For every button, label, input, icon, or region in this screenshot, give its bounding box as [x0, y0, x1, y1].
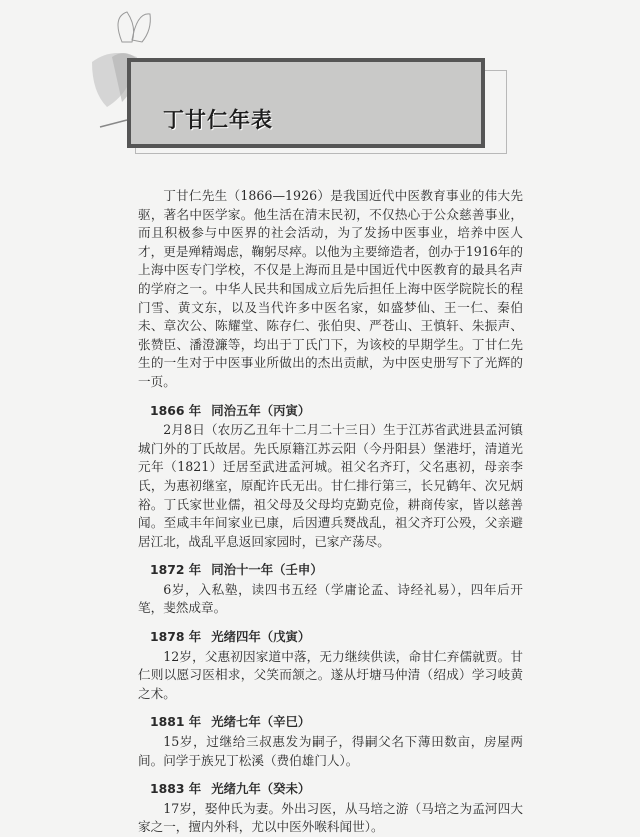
entry-heading [150, 628, 523, 647]
entry-text: 12岁，父惠初因家道中落，无力继续供读，命甘仁弃儒就贾。甘仁则以愿习医相求，父笑而颔之。遂从圩塘马仲清（绍成）学习岐黄之术。 [138, 648, 523, 701]
entry-1866 [138, 402, 523, 552]
chronology-content [138, 187, 523, 837]
entry-era: 光绪九年（癸未） [211, 781, 311, 797]
entry-1878 [138, 628, 523, 703]
entry-year: 1866 年 [150, 402, 202, 418]
entry-1883 [138, 780, 523, 837]
entry-1881 [138, 713, 523, 770]
entry-heading [150, 402, 523, 421]
title-banner [127, 58, 485, 148]
entry-era: 同治十一年（壬申） [211, 562, 323, 578]
entry-1872 [138, 561, 523, 618]
entry-heading [150, 780, 523, 799]
entry-year: 1881 年 [150, 714, 202, 730]
entry-heading [150, 713, 523, 732]
entry-year: 1878 年 [150, 629, 202, 645]
entry-year: 1883 年 [150, 781, 202, 797]
intro-paragraph: 丁甘仁先生（1866—1926）是我国近代中医教育事业的伟大先驱，著名中医学家。他生活在清末民初，不仅热心于公众慈善事业，而且积极参与中医界的社会活动，为了发扬中医事业，培养中医人才，更是殚精竭虑，鞠躬尽瘁。以他为主要缔造者，创办于1916年的上海中医专门学校，不仅是上海而且是中国近代中医教育的最具名声的学府之一。中华人民共和国成立后先后担任上海中医学院院长的程门雪、黄文东，以及当代许多中医名家，如盛梦仙、王一仁、秦伯未、章次公、陈耀堂、陈存仁、张伯臾、严苍山、王慎轩、朱振声、张赞臣、潘澄濂等，均出于丁氏门下，为该校的早期学生。丁甘仁先生的一生对于中医事业所做出的杰出贡献，为中医史册写下了光辉的一页。 [138, 188, 523, 389]
entry-text: 17岁，娶仲氏为妻。外出习医，从马培之游（马培之为孟河四大家之一，擅内外科，尤以中医外喉科闻世）。 [138, 800, 523, 835]
page-title: 丁甘仁年表 [163, 108, 273, 132]
entry-era: 光绪四年（戊寅） [211, 629, 311, 645]
entry-text: 6岁，入私塾，读四书五经（学庸论孟、诗经礼易），四年后开笔，斐然成章。 [138, 581, 523, 616]
entry-era: 同治五年（丙寅） [211, 402, 311, 418]
entry-era: 光绪七年（辛巳） [211, 714, 311, 730]
entry-text: 2月8日（农历乙丑年十二月二十三日）生于江苏省武进县孟河镇城门外的丁氏故居。先氏原籍江苏云阳（今丹阳县）堡港圩，清道光元年（1821）迁居至武进孟河城。祖父名齐玎，父名惠初，母亲李氏，为惠初继室，原配许氏无出。甘仁排行第三，长兄鹤年、次兄炳裕。丁氏家世业儒，祖父母及父母均克勤克俭，耕商传家，皆以慈善闻。至咸丰年间家业已康，后因遭兵燹战乱，祖父齐玎公殁，父亲避居江北，战乱平息返回家园时，已家产荡尽。 [138, 422, 523, 549]
entry-heading [150, 561, 523, 580]
entry-year: 1872 年 [150, 562, 202, 578]
entry-text: 15岁，过继给三叔惠发为嗣子，得嗣父名下薄田数亩，房屋两间。问学于族兄丁松溪（费伯雄门人）。 [138, 734, 523, 768]
